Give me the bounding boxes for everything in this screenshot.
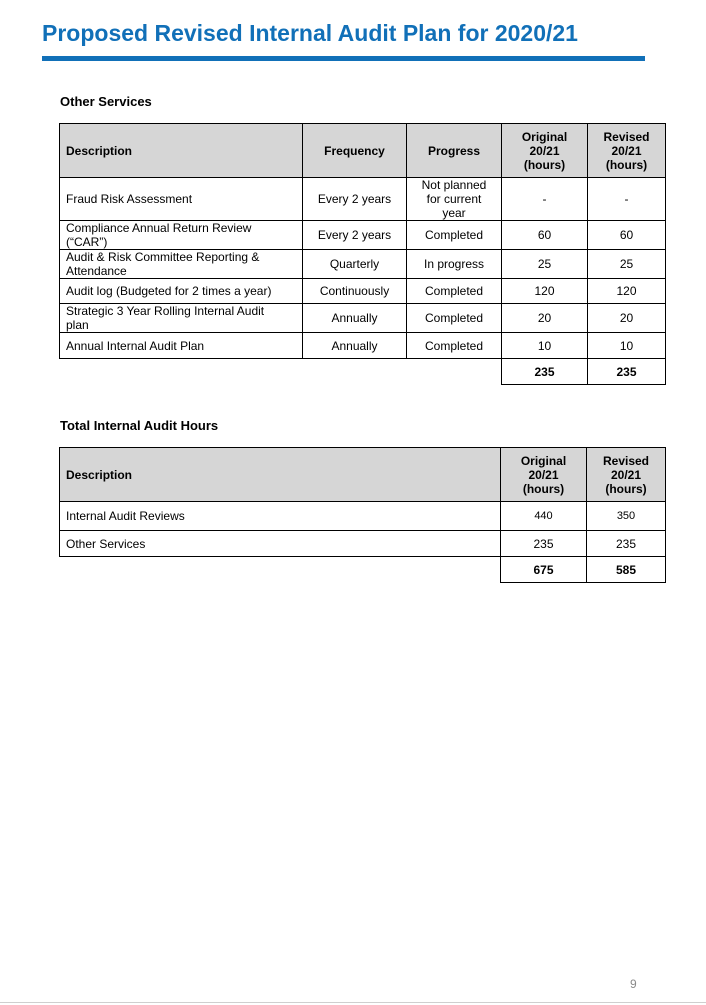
cell-description [60, 250, 303, 279]
column-header-progress: Progress [407, 124, 502, 178]
column-header-original [502, 124, 588, 178]
other-services-heading: Other Services [60, 94, 152, 109]
header-line: (hours) [523, 157, 566, 172]
table-row [60, 333, 666, 359]
header-line: Revised [602, 453, 650, 468]
total-hours-heading: Total Internal Audit Hours [60, 418, 219, 433]
cell-description: Audit log (Budgeted for 2 times a year) [60, 279, 303, 304]
cell-description [60, 221, 303, 250]
title-rule [42, 56, 645, 61]
column-header-description: Description [60, 124, 303, 178]
total-hours-table [59, 447, 666, 583]
progress-line: for current [426, 192, 482, 206]
header-line: Original [520, 453, 567, 468]
cell-progress: Completed [407, 221, 502, 250]
column-header-revised [587, 448, 666, 502]
cell-progress: Completed [407, 279, 502, 304]
cell-revised: 235 [587, 531, 666, 557]
total-revised: 235 [588, 359, 666, 385]
cell-frequency: Continuously [303, 279, 407, 304]
header-line: (hours) [605, 157, 648, 172]
cell-revised: - [588, 178, 666, 221]
cell-description: Annual Internal Audit Plan [60, 333, 303, 359]
description-line: Audit & Risk Committee Reporting & [66, 250, 260, 264]
table-row [60, 279, 666, 304]
header-line: 20/21 [529, 143, 560, 158]
cell-frequency: Annually [303, 333, 407, 359]
description-line: Attendance [66, 264, 127, 278]
cell-frequency: Every 2 years [303, 178, 407, 221]
cell-revised: 20 [588, 304, 666, 333]
page-number: 9 [630, 977, 637, 991]
table-row [60, 304, 666, 333]
cell-frequency: Every 2 years [303, 221, 407, 250]
cell-revised: 10 [588, 333, 666, 359]
table-row [60, 250, 666, 279]
description-line: Strategic 3 Year Rolling Internal Audit [66, 304, 265, 318]
empty-cell [60, 557, 501, 583]
empty-cell [303, 359, 407, 385]
column-header-original [501, 448, 587, 502]
progress-line: Not planned [421, 178, 487, 192]
footer-divider [0, 1002, 706, 1003]
table-row [60, 502, 666, 531]
cell-revised: 60 [588, 221, 666, 250]
cell-description [60, 304, 303, 333]
header-line: Original [521, 129, 568, 144]
header-line: (hours) [522, 481, 565, 496]
table-header-row [60, 448, 666, 502]
header-line: Revised [603, 129, 650, 144]
cell-progress: Completed [407, 333, 502, 359]
column-header-revised [588, 124, 666, 178]
cell-description: Internal Audit Reviews [60, 502, 501, 531]
cell-progress [407, 178, 502, 221]
cell-original: 20 [502, 304, 588, 333]
empty-cell [60, 359, 303, 385]
cell-frequency: Quarterly [303, 250, 407, 279]
cell-original: 25 [502, 250, 588, 279]
progress-line: year [442, 206, 466, 220]
cell-original: 120 [502, 279, 588, 304]
cell-original: 440 [501, 502, 587, 531]
cell-progress: Completed [407, 304, 502, 333]
description-line: (“CAR”) [66, 235, 108, 249]
table-row [60, 221, 666, 250]
total-row [60, 359, 666, 385]
header-line: 20/21 [610, 467, 642, 482]
table-row [60, 531, 666, 557]
empty-cell [407, 359, 502, 385]
cell-frequency: Annually [303, 304, 407, 333]
total-original: 675 [501, 557, 587, 583]
total-original: 235 [502, 359, 588, 385]
description-line: plan [66, 318, 89, 332]
column-header-frequency: Frequency [303, 124, 407, 178]
table-header-row [60, 124, 666, 178]
cell-original: 60 [502, 221, 588, 250]
cell-revised: 350 [587, 502, 666, 531]
description-line: Compliance Annual Return Review [66, 221, 252, 235]
cell-original: 235 [501, 531, 587, 557]
other-services-table [59, 123, 666, 385]
cell-description: Other Services [60, 531, 501, 557]
header-line: (hours) [605, 481, 647, 496]
header-line: 20/21 [528, 467, 559, 482]
page-title: Proposed Revised Internal Audit Plan for 2020/21 [42, 20, 578, 46]
cell-original: - [502, 178, 588, 221]
cell-original: 10 [502, 333, 588, 359]
total-row [60, 557, 666, 583]
header-line: 20/21 [611, 143, 642, 158]
cell-revised: 120 [588, 279, 666, 304]
cell-description: Fraud Risk Assessment [60, 178, 303, 221]
cell-progress: In progress [407, 250, 502, 279]
column-header-description: Description [60, 448, 501, 502]
total-revised: 585 [587, 557, 666, 583]
cell-revised: 25 [588, 250, 666, 279]
table-row [60, 178, 666, 221]
